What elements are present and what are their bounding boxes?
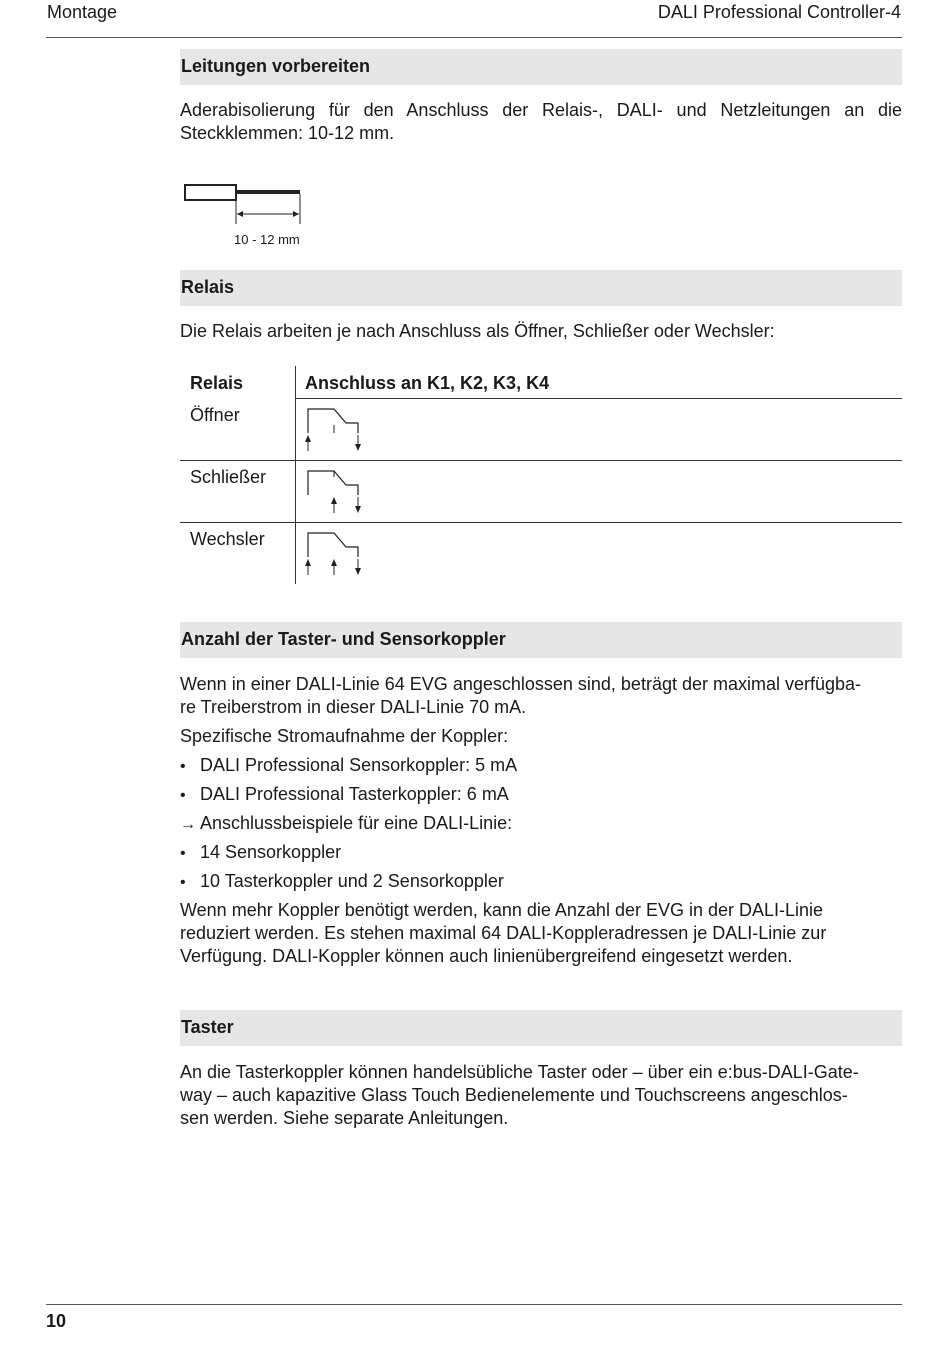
leitungen-paragraph: Aderabisolierung für den Anschluss der Relais-, DALI- und Netzleitungen an die Steckklemmen: 10-12 mm. [180, 100, 902, 143]
section-title: Taster [181, 1017, 234, 1037]
wire-insulation [185, 185, 236, 200]
list-item-text: DALI Professional Sensorkoppler: 5 mA [200, 755, 518, 775]
list-item-text: 10 Tasterkoppler und 2 Sensorkoppler [200, 871, 504, 891]
taster-paragraph-line: An die Tasterkoppler können handelsübliche Taster oder – über ein e:bus-DALI-Gate- [180, 1062, 859, 1082]
relay-no-symbol [300, 467, 366, 515]
taster-paragraph-line: way – auch kapazitive Glass Touch Bedienelemente und Touchscreens angeschlos- [180, 1085, 848, 1105]
table-cell-oeffner: Öffner [190, 405, 240, 425]
list-item [180, 754, 517, 778]
anzahl-paragraph-line: re Treiberstrom in dieser DALI-Linie 70 mA. [180, 697, 527, 717]
relais-paragraph: Die Relais arbeiten je nach Anschluss als Öffner, Schließer oder Wechsler: [180, 321, 775, 341]
anzahl-closing-line: Wenn mehr Koppler benötigt werden, kann die Anzahl der EVG in der DALI-Linie [180, 900, 824, 920]
header-rule [46, 37, 902, 38]
list-item-text: DALI Professional Tasterkoppler: 6 mA [200, 784, 509, 804]
section-title: Leitungen vorbereiten [181, 56, 371, 76]
table-cell-wechsler: Wechsler [190, 529, 265, 549]
list-item [180, 870, 504, 894]
running-header-title: DALI Professional Controller-4 [657, 2, 901, 22]
dim-arrow-right [293, 211, 299, 217]
section-heading-anzahl [180, 622, 902, 658]
table-header-relais: Relais [190, 373, 244, 393]
anzahl-intro-line: Spezifische Stromaufnahme der Koppler: [180, 726, 509, 746]
page-number: 10 [46, 1311, 67, 1331]
bullet-icon: • [180, 787, 186, 804]
list-item-text: 14 Sensorkoppler [200, 842, 342, 862]
list-item [180, 783, 509, 807]
bullet-icon: • [180, 758, 186, 775]
table-header-rule [295, 398, 902, 399]
running-header-section: Montage [47, 2, 118, 22]
table-row-rule [180, 522, 902, 523]
taster-paragraph-line: sen werden. Siehe separate Anleitungen. [180, 1108, 509, 1128]
relay-nc-symbol [300, 405, 366, 453]
table-cell-schliesser: Schließer [190, 467, 267, 487]
bullet-icon: • [180, 874, 186, 891]
list-item [180, 841, 341, 865]
arrow-line-text: Anschlussbeispiele für eine DALI-Linie: [200, 813, 513, 833]
section-heading-taster [180, 1010, 902, 1046]
dimension-label: 10 - 12 mm [234, 232, 300, 247]
relay-changeover-symbol [300, 529, 366, 577]
table-row-rule [180, 460, 902, 461]
dim-arrow-left [237, 211, 243, 217]
arrow-right-icon: → [180, 816, 196, 833]
bullet-icon: • [180, 845, 186, 862]
anzahl-closing-line: Verfügung. DALI-Koppler können auch linienübergreifend eingesetzt werden. [180, 946, 793, 966]
section-title: Relais [181, 277, 235, 297]
footer-rule [46, 1304, 902, 1305]
section-heading-leitungen [180, 49, 902, 85]
section-title: Anzahl der Taster- und Sensorkoppler [181, 629, 506, 649]
section-heading-relais [180, 270, 902, 306]
anzahl-paragraph-line: Wenn in einer DALI-Linie 64 EVG angeschlossen sind, beträgt der maximal verfügba- [180, 674, 862, 694]
table-header-anschluss: Anschluss an K1, K2, K3, K4 [305, 373, 550, 393]
anzahl-closing-line: reduziert werden. Es stehen maximal 64 DALI-Koppleradressen je DALI-Linie zur [180, 923, 827, 943]
arrow-line [180, 812, 512, 836]
